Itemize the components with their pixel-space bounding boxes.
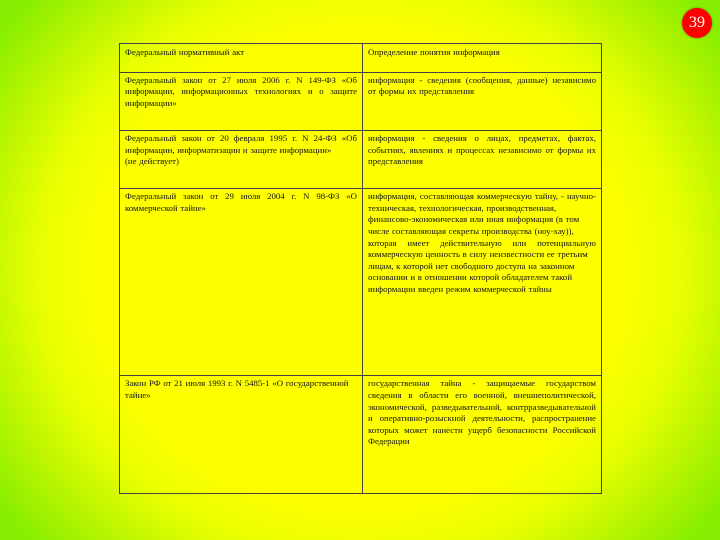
table-row	[120, 130, 602, 188]
legal-definitions-table	[119, 43, 602, 494]
act-cell: Федеральный закон от 20 февраля 1995 г. N 24-ФЗ «Об информации, информатизации и защите информации» (не действует)	[120, 130, 363, 188]
definition-cell: информация - сведения (сообщения, данные) независимо от формы их представления	[363, 72, 602, 130]
page-number-badge: 39	[682, 8, 712, 38]
table-row	[120, 189, 602, 376]
act-cell: Закон РФ от 21 июля 1993 г. N 5485-1 «О государственной тайне»	[120, 376, 363, 494]
definition-cell: государственная тайна - защищаемые государством сведения в области его военной, внешнеполитической, экономической, разведывательной, контрразведывательной и оперативно-розыскной деятельности, распространение которых может нанести ущерб безопасности Российской Федерации	[363, 376, 602, 494]
header-definition-cell: Определение понятия информация	[363, 44, 602, 73]
table-row	[120, 72, 602, 130]
table-header-row	[120, 44, 602, 73]
header-act-cell: Федеральный нормативный акт	[120, 44, 363, 73]
act-cell: Федеральный закон от 27 июля 2006 г. N 149-ФЗ «Об информации, информационных технологиях и о защите информации»	[120, 72, 363, 130]
definition-cell: информация, составляющая коммерческую тайну, - научно-техническая, технологическая, производственная, финансово-экономическая или иная информация (в том числе составляющая секреты производства (ноу-хау)), которая имеет действительную или потенциальную коммерческую ценность в силу неизвестности ее третьим лицам, к которой нет свободного доступа на законном основании и в отношении которой обладателем такой информации введен режим коммерческой тайны	[363, 189, 602, 376]
act-cell: Федеральный закон от 29 июля 2004 г. N 98-ФЗ «О коммерческой тайне»	[120, 189, 363, 376]
table-row	[120, 376, 602, 494]
definition-cell: информация - сведения о лицах, предметах, фактах, событиях, явлениях и процессах независимо от формы их представления	[363, 130, 602, 188]
